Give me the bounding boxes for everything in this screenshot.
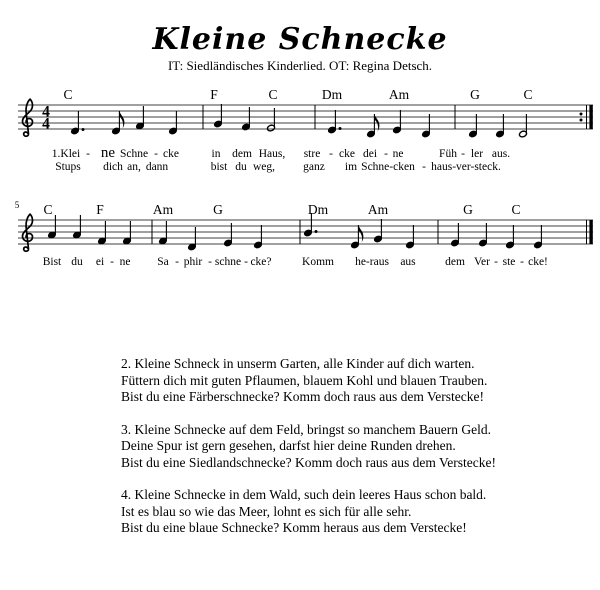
chord-label: Dm (307, 202, 329, 217)
lyric-syllable: - (520, 256, 524, 268)
eighth-flag (358, 225, 363, 243)
lyric-syllable: schne (214, 256, 242, 268)
lyric-syllable: haus-ver-steck. (431, 161, 501, 173)
lyric-syllable: dem (445, 256, 465, 268)
note-quarter (98, 221, 107, 245)
eighth-flag (119, 111, 124, 129)
note-quarter (451, 223, 460, 247)
verse-line: Füttern dich mit guten Pflaumen, blauem Kohl und blauen Trauben. (121, 372, 488, 388)
barline-thick (589, 220, 592, 244)
lyric-syllable: - (422, 161, 426, 173)
chord-label: C (268, 87, 278, 102)
note-quarter (374, 219, 383, 243)
music-system-2 (15, 200, 593, 268)
chord-label: Dm (321, 87, 343, 102)
verse-line: Deine Spur ist gern gesehen, darfst hier deine Runden drehen. (121, 438, 456, 453)
lyric-syllable: ne (119, 256, 131, 268)
lyric-syllable: - (110, 256, 114, 268)
lyric-syllable: an, (127, 161, 141, 173)
chord-label: F (96, 202, 104, 217)
note-quarter (123, 221, 132, 245)
note-quarter (406, 225, 415, 249)
chord-label: C (43, 202, 53, 217)
verses-block (121, 356, 521, 553)
lyric-syllable: Füh (439, 148, 457, 160)
lyric-syllable: - (154, 148, 158, 160)
lyric-syllable: dich (103, 161, 123, 173)
note-quarter (506, 225, 515, 249)
lyric-syllable: dann (145, 161, 169, 173)
lyric-syllable: ste (502, 256, 516, 268)
lyric-syllable: - (329, 148, 333, 160)
note-quarter (254, 225, 263, 249)
augmentation-dot (82, 128, 85, 131)
lyric-syllable: Sa (157, 256, 169, 268)
chord-label: Am (152, 202, 174, 217)
chord-label: C (63, 87, 73, 102)
verse-4 (121, 487, 521, 537)
note-quarter (188, 227, 197, 251)
lyric-syllable: im (344, 161, 358, 173)
barline-thick (589, 105, 592, 129)
lyric-syllable: - (86, 148, 90, 160)
verse-line: Bist du eine blaue Schnecke? Komm heraus aus dem Verstecke! (121, 520, 467, 535)
note-quarter-dotted (328, 110, 342, 134)
lyric-syllable: Komm (302, 256, 334, 268)
time-signature-digit: 4 (42, 115, 50, 133)
verse-line: 3. Kleine Schnecke auf dem Feld, bringst so manchem Bauern Geld. (121, 421, 492, 437)
verse-line: 2. Kleine Schneck in unserm Garten, alle Kinder auf dich warten. (121, 356, 475, 371)
verse-line: 4. Kleine Schnecke in dem Wald, such dein leeres Haus schon bald. (121, 487, 487, 502)
note-quarter (242, 107, 251, 131)
lyric-syllable: he-raus (355, 256, 389, 268)
chord-label: Am (367, 202, 389, 217)
note-quarter (224, 223, 233, 247)
lyric-syllable: cke (339, 148, 355, 160)
note-half (267, 108, 276, 132)
song-subtitle: IT: Siedländisches Kinderlied. OT: Regina Detsch. (167, 58, 433, 73)
music-system-1 (18, 87, 593, 173)
augmentation-dot (315, 230, 318, 233)
lyric-syllable: ganz (303, 161, 325, 173)
lyric-syllable: bist (210, 161, 228, 173)
repeat-dot (580, 119, 583, 122)
lyric-syllable: - (208, 256, 212, 268)
chord-label: C (523, 87, 533, 102)
note-quarter (393, 110, 402, 134)
lyric-syllable: ne (100, 145, 116, 161)
lyric-syllable: stre (303, 148, 321, 160)
verse-line: Bist du eine Färberschnecke? Komm doch raus aus dem Verstecke! (121, 389, 485, 404)
lyric-syllable: - (244, 256, 248, 268)
note-quarter (159, 221, 168, 245)
lyric-syllable: du (235, 161, 247, 173)
lyric-syllable: dei (362, 148, 378, 160)
verse-line: Bist du eine Siedlandschnecke? Komm doch raus aus dem Verstecke! (121, 454, 497, 470)
lyric-syllable: du (71, 256, 83, 268)
chord-label: Am (388, 87, 410, 102)
lyric-syllable: - (461, 148, 465, 160)
note-half (519, 114, 528, 138)
lyric-syllable: - (175, 256, 179, 268)
chord-label: F (210, 87, 218, 102)
chord-label: G (470, 87, 480, 102)
lyric-syllable: weg, (252, 161, 276, 173)
lyric-syllable: cke (163, 148, 179, 160)
lyric-syllable: in (211, 148, 221, 160)
verse-line: Ist es blau so wie das Meer, lohnt es sich für alle sehr. (121, 503, 412, 519)
lyric-syllable: Stups (55, 161, 81, 173)
chord-label: G (213, 202, 223, 217)
measure-number: 5 (14, 200, 20, 210)
lyric-syllable: dem (232, 148, 252, 160)
chord-label: C (511, 202, 521, 217)
augmentation-dot (339, 127, 342, 130)
note-quarter (534, 225, 543, 249)
lyric-syllable: aus (400, 256, 416, 268)
lyric-syllable: aus. (491, 148, 511, 160)
lyric-syllable: cke! (528, 256, 548, 268)
lyric-syllable: - (384, 148, 388, 160)
repeat-dot (580, 113, 583, 116)
note-eighth (351, 225, 364, 249)
lyric-syllable: Schne-cken (361, 161, 415, 173)
note-quarter (469, 114, 478, 138)
lyric-syllable: Schne (119, 148, 149, 160)
verse-2 (121, 356, 521, 406)
lyric-syllable: - (494, 256, 498, 268)
lyric-syllable: cke? (250, 256, 272, 268)
note-quarter (479, 223, 488, 247)
chord-label: G (463, 202, 473, 217)
note-quarter (422, 114, 431, 138)
lyric-syllable: Ver (474, 256, 490, 268)
lyric-syllable: phir (183, 256, 203, 268)
lyric-syllable: ler (470, 148, 484, 160)
time-signature-digit: 4 (42, 103, 50, 121)
lyric-syllable: ei (95, 256, 105, 268)
note-quarter (136, 106, 145, 130)
lyric-syllable: Bist (42, 256, 62, 268)
note-eighth (367, 114, 380, 138)
note-quarter (496, 114, 505, 138)
note-quarter (214, 104, 223, 128)
note-quarter (73, 215, 82, 239)
note-quarter (48, 215, 57, 239)
song-title: Kleine Schnecke (152, 22, 448, 57)
verse-3 (121, 422, 521, 472)
lyric-syllable: 1.Klei (51, 148, 81, 160)
lyric-syllable: Haus, (258, 148, 286, 160)
lyric-syllable: ne (392, 148, 404, 160)
